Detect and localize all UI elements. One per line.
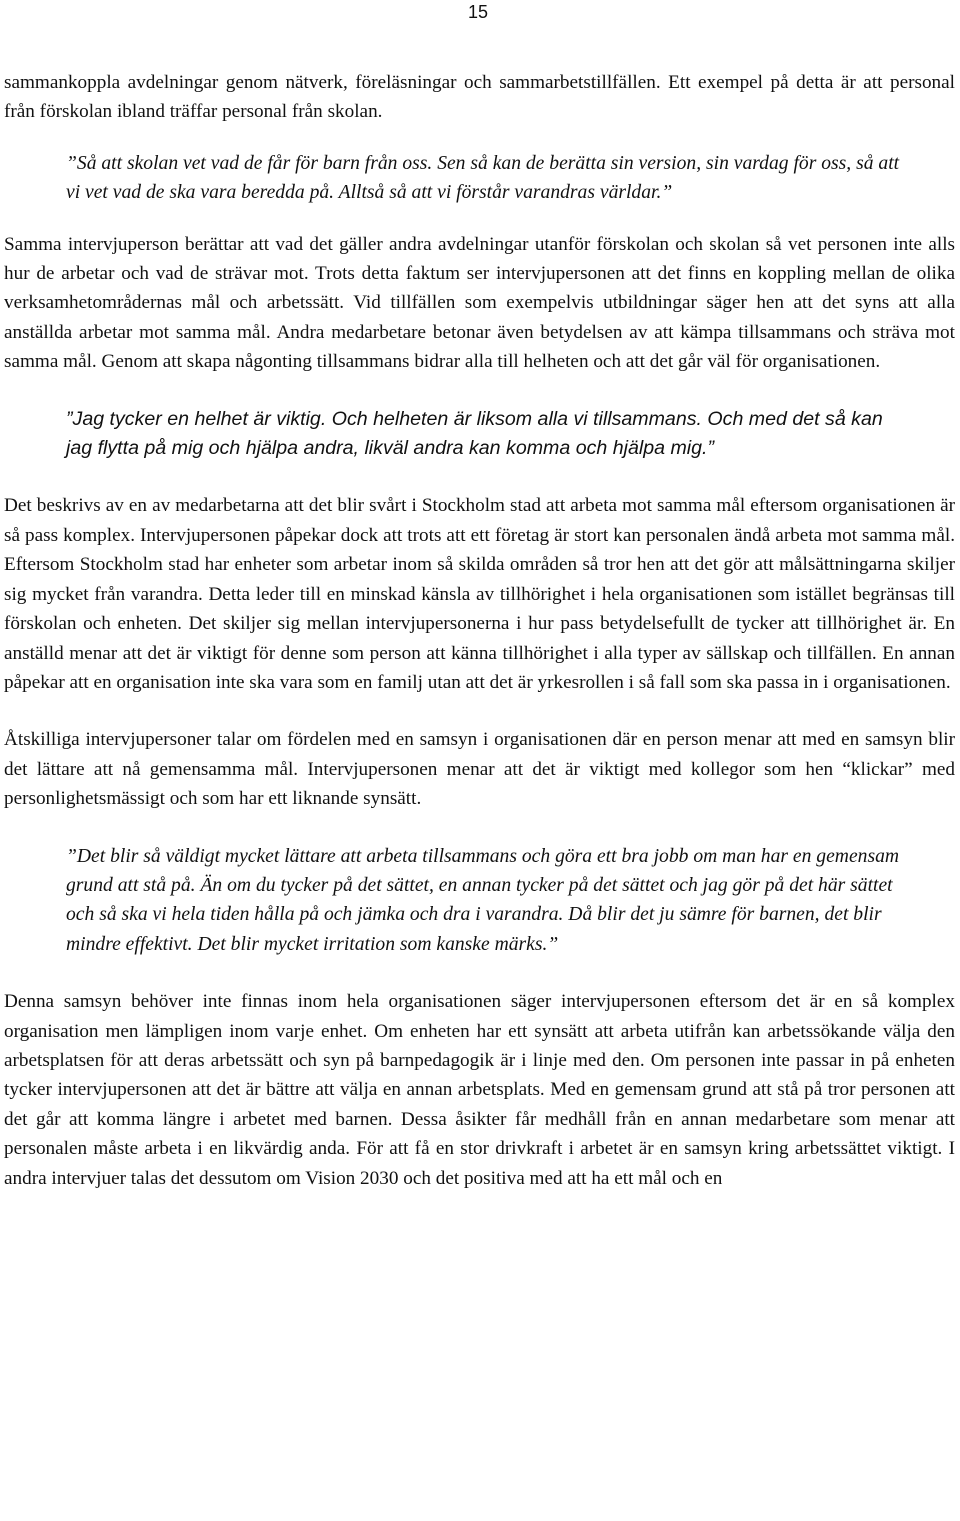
quote-3: ”Det blir så väldigt mycket lättare att arbeta tillsammans och göra ett bra jobb om man har en gemensam grund att stå på. Än om du tycker på det sättet, en annan tycker på det sättet och jag gör på det här sättet och så ska vi hela tiden hålla på och jämka och dra i varandra. Då blir det ju sämre för barnen, det blir mindre effektivt. Det blir mycket irritation som kanske märks.” — [66, 845, 900, 955]
paragraph-2: Samma intervjuperson berättar att vad det gäller andra avdelningar utanför förskolan och skolan så vet personen inte alls hur de arbetar och vad de strävar mot. Trots detta faktum ser intervjupersonen att det finns en koppling mellan de olika verksamhetområdernas mål och arbetssätt. Vid tillfällen som exempelvis utbildningar säger hen att det syns att alla anställda arbetar mot samma mål. Andra medarbetare betonar även betydelsen av att kämpa tillsammans och sträva mot samma mål. Genom att skapa någonting tillsammans bidrar alla till helheten och att det går väl för organisationen. — [4, 233, 955, 373]
paragraph-3: Det beskrivs av en av medarbetarna att det blir svårt i Stockholm stad att arbeta mot samma mål eftersom organisationen är så pass komplex. Intervjupersonen påpekar dock att trots att ett företag är stort kan personalen ändå arbeta mot samma mål. Eftersom Stockholm stad har enheter som arbetar inom så skilda områden så tror hen att det gör att målsättningarna skiljer sig mycket från varandra. Detta leder till en minskad känsla av tillhörighet i hela organisationen som istället begränsas till förskolan och enheten. Det skiljer sig mellan intervjupersonerna i hur pass betydelsefullt de tycker att tillhörighet är. En anställd menar att det är viktigt för denne som person att känna tillhörighet i alla typer av sällskap och tillfällen. En annan påpekar att en organisation inte ska vara som en familj utan att det är yrkesrollen i så fall som ska passa in i organisationen. — [4, 495, 955, 693]
quote-1: ”Så att skolan vet vad de får för barn från oss. Sen så kan de berätta sin version, sin vardag för oss, så att vi vet vad de ska vara beredda på. Alltså så att vi förstår varandras världar.” — [66, 152, 900, 204]
paragraph-5: Denna samsyn behöver inte finnas inom hela organisationen säger intervjupersonen eftersom det är en så komplex organisation men lämpligen inom varje enhet. Om enheten har ett synsätt att arbeta utifrån kan arbetssökande välja den arbetsplatsen för att deras arbetssätt och syn på barnpedagogik är i linje med den. Om personen inte passar in på enheten tycker intervjupersonen att det är bättre att välja en annan arbetsplats. Med en gemensam grund att stå på tror personen att det går att komma längre i arbetet med barnen. Dessa åsikter får medhåll från en annan medarbetare som menar att personalen måste arbeta i en likvärdig anda. För att få en stor drivkraft i arbetet är en samsyn kring arbetssättet viktigt. I andra intervjuer talas det dessutom om Vision 2030 och det positiva med att ha ett mål och en — [4, 991, 955, 1189]
document-body — [4, 68, 955, 1193]
page-number: 15 — [468, 2, 489, 22]
paragraph-4: Åtskilliga intervjupersoner talar om fördelen med en samsyn i organisationen där en person menar att med en samsyn blir det lättare att nå gemensamma mål. Intervjupersonen menar att det är viktigt med kollegor som hen “klickar” med personlighetsmässigt och som har ett liknande synsätt. — [4, 729, 955, 810]
paragraph-1: sammankoppla avdelningar genom nätverk, föreläsningar och sammarbetstillfällen. Ett exempel på detta är att personal från förskolan ibland träffar personal från skolan. — [4, 72, 955, 123]
quote-2: ”Jag tycker en helhet är viktig. Och helheten är liksom alla vi tillsammans. Och med det så kan jag flytta på mig och hjälpa andra, likväl andra kan komma och hjälpa mig.” — [66, 407, 883, 460]
